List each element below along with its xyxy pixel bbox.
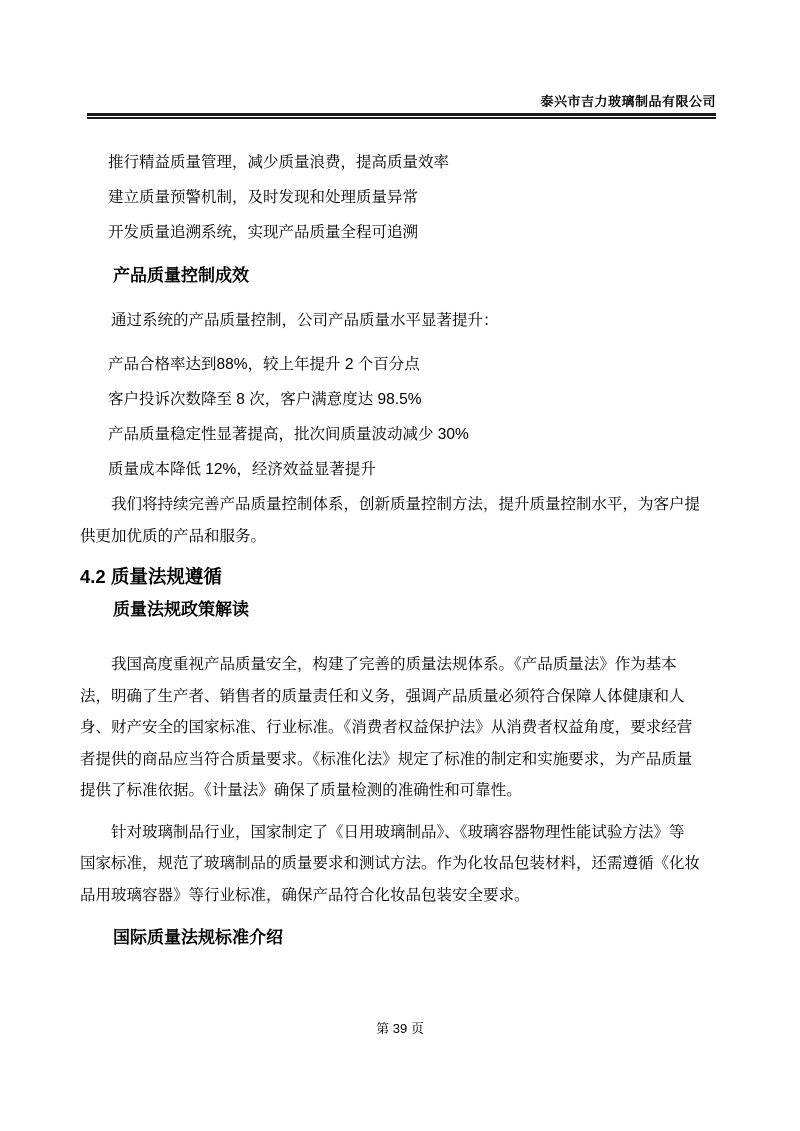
paragraph-line: 身、财产安全的国家标准、行业标准。《消费者权益保护法》从消费者权益角度，要求经营 [80, 719, 693, 736]
regulations-paragraph-2 [80, 817, 720, 912]
quality-measure-line: 开发质量追溯系统，实现产品质量全程可追溯 [108, 224, 419, 241]
quality-measure-line: 建立质量预警机制，及时发现和处理质量异常 [108, 189, 419, 206]
heading-quality-control-results: 产品质量控制成效 [113, 266, 249, 285]
quality-stats-list [80, 347, 720, 487]
paragraph-line: 品用玻璃容器》等行业标准，确保产品符合化妆品包装安全要求。 [80, 886, 530, 904]
heading-policy-interpretation: 质量法规政策解读 [113, 600, 249, 619]
header-company-name: 泰兴市吉力玻璃制品有限公司 [540, 94, 716, 109]
document-body [80, 145, 720, 949]
paragraph-line: 法，明确了生产者、销售者的质量责任和义务，强调产品质量必须符合保障人体健康和人 [80, 687, 685, 705]
section-heading-4-2: 4.2 质量法规遵循 [80, 566, 222, 587]
paragraph-line: 我国高度重视产品质量安全，构建了完善的质量法规体系。《产品质量法》作为基本 [111, 656, 677, 673]
regulations-paragraph-1 [80, 649, 720, 807]
paragraph-line: 针对玻璃制品行业，国家制定了《日用玻璃制品》、《玻璃容器物理性能试验方法》等 [111, 823, 685, 841]
quality-stat-line: 质量成本降低 12%，经济效益显著提升 [108, 461, 376, 478]
page-number: 第 39 页 [376, 1021, 424, 1036]
quality-stat-line: 产品质量稳定性显著提高，批次间质量波动减少 30% [108, 426, 469, 443]
paragraph-line: 供更加优质的产品和服务。 [80, 528, 267, 545]
quality-measure-line: 推行精益质量管理，减少质量浪费，提高质量效率 [108, 154, 450, 171]
quality-measures-list [80, 145, 720, 250]
paragraph-line: 提供了标准依据。《计量法》确保了质量检测的准确性和可靠性。 [80, 782, 522, 799]
paragraph-line: 国家标准，规范了玻璃制品的质量要求和测试方法。作为化妆品包装材料，还需遵循《化妆 [80, 855, 701, 872]
quality-results-intro: 通过系统的产品质量控制，公司产品质量水平显著提升： [111, 312, 499, 329]
paragraph-line: 我们将持续完善产品质量控制体系，创新质量控制方法，提升质量控制水平，为客户提 [111, 496, 701, 513]
quality-stat-line: 产品合格率达到88%，较上年提升 2 个百分点 [108, 356, 420, 373]
paragraph-line: 者提供的商品应当符合质量要求。《标准化法》规定了标准的制定和实施要求，为产品质量 [80, 750, 693, 768]
quality-stat-line: 客户投诉次数降至 8 次，客户满意度达 98.5% [108, 391, 422, 408]
header-rule [87, 113, 716, 119]
heading-international-standards: 国际质量法规标准介绍 [113, 928, 283, 947]
quality-closing-paragraph [80, 489, 720, 553]
